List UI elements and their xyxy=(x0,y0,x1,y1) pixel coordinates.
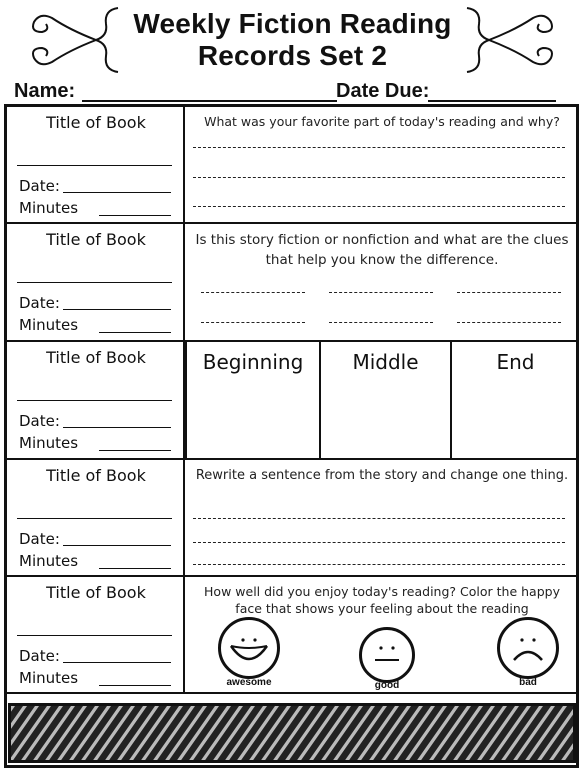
minutes-label: Minutes xyxy=(19,434,79,452)
minutes-label: Minutes xyxy=(19,199,79,217)
response-cell xyxy=(185,460,579,575)
book-info-cell xyxy=(7,224,185,340)
date-label: Date: xyxy=(19,530,60,548)
awesome-label: awesome xyxy=(226,677,272,688)
diagonal-stripes-pattern xyxy=(11,706,573,760)
middle-box[interactable] xyxy=(321,342,452,458)
title-of-book-label: Title of Book xyxy=(46,466,146,485)
title-line-1: Weekly Fiction Reading xyxy=(133,8,452,39)
date-due-field[interactable] xyxy=(428,100,556,102)
date-label: Date: xyxy=(19,412,60,430)
good-label: good xyxy=(374,680,400,691)
bad-label: bad xyxy=(519,677,537,688)
date-field[interactable] xyxy=(63,192,171,193)
answer-line[interactable] xyxy=(329,292,433,293)
prompt-text: How well did you enjoy today's reading? Color the happy face that shows your feeling about the reading xyxy=(204,584,560,616)
minutes-label: Minutes xyxy=(19,669,79,687)
answer-line[interactable] xyxy=(457,292,561,293)
page-title xyxy=(110,8,475,72)
answer-line[interactable] xyxy=(193,206,565,207)
date-label: Date: xyxy=(19,294,60,312)
title-of-book-field[interactable] xyxy=(17,165,172,166)
title-of-book-label: Title of Book xyxy=(46,583,146,602)
record-row-2 xyxy=(7,224,579,342)
story-structure-cell xyxy=(185,342,579,458)
title-of-book-field[interactable] xyxy=(17,400,172,401)
minutes-field[interactable] xyxy=(99,685,171,686)
minutes-field[interactable] xyxy=(99,568,171,569)
title-banner xyxy=(0,0,585,84)
date-due-label: Date Due: xyxy=(336,80,430,102)
answer-line[interactable] xyxy=(193,564,565,565)
record-row-3 xyxy=(7,342,579,460)
decorative-banner xyxy=(8,703,576,763)
prompt-text: Is this story fiction or nonfiction and what are the clues that help you know the difference. xyxy=(195,232,569,268)
good-face-icon[interactable] xyxy=(359,627,415,683)
end-box[interactable] xyxy=(452,342,579,458)
title-of-book-label: Title of Book xyxy=(46,348,146,367)
date-field[interactable] xyxy=(63,545,171,546)
title-of-book-field[interactable] xyxy=(17,282,172,283)
date-field[interactable] xyxy=(63,662,171,663)
record-row-1 xyxy=(7,107,579,224)
book-info-cell xyxy=(7,460,185,575)
title-of-book-field[interactable] xyxy=(17,635,172,636)
name-bar xyxy=(14,80,574,106)
response-cell xyxy=(185,224,579,340)
response-cell xyxy=(185,577,579,692)
middle-label: Middle xyxy=(352,350,419,374)
answer-line[interactable] xyxy=(329,322,433,323)
date-field[interactable] xyxy=(63,309,171,310)
prompt-text: Rewrite a sentence from the story and change one thing. xyxy=(195,468,569,483)
answer-line[interactable] xyxy=(193,147,565,148)
minutes-field[interactable] xyxy=(99,215,171,216)
title-of-book-label: Title of Book xyxy=(46,113,146,132)
beginning-box[interactable] xyxy=(187,342,321,458)
title-line-2: Records Set 2 xyxy=(197,40,388,71)
minutes-field[interactable] xyxy=(99,332,171,333)
record-row-5 xyxy=(7,577,579,694)
title-of-book-field[interactable] xyxy=(17,518,172,519)
prompt-text: What was your favorite part of today's reading and why? xyxy=(204,114,560,129)
book-info-cell xyxy=(7,342,185,458)
book-info-cell xyxy=(7,107,185,222)
answer-line[interactable] xyxy=(193,542,565,543)
awesome-face-icon[interactable] xyxy=(218,617,280,679)
bad-face-icon[interactable] xyxy=(497,617,559,679)
name-field[interactable] xyxy=(82,100,337,102)
minutes-label: Minutes xyxy=(19,552,79,570)
beginning-label: Beginning xyxy=(202,350,304,374)
answer-line[interactable] xyxy=(201,292,305,293)
end-label: End xyxy=(496,350,535,374)
response-cell xyxy=(185,107,579,222)
date-label: Date: xyxy=(19,177,60,195)
answer-line[interactable] xyxy=(193,177,565,178)
date-label: Date: xyxy=(19,647,60,665)
title-of-book-label: Title of Book xyxy=(46,230,146,249)
date-field[interactable] xyxy=(63,427,171,428)
record-row-4 xyxy=(7,460,579,577)
minutes-label: Minutes xyxy=(19,316,79,334)
answer-line[interactable] xyxy=(201,322,305,323)
book-info-cell xyxy=(7,577,185,692)
minutes-field[interactable] xyxy=(99,450,171,451)
answer-line[interactable] xyxy=(457,322,561,323)
name-label: Name: xyxy=(14,80,76,102)
answer-line[interactable] xyxy=(193,518,565,519)
